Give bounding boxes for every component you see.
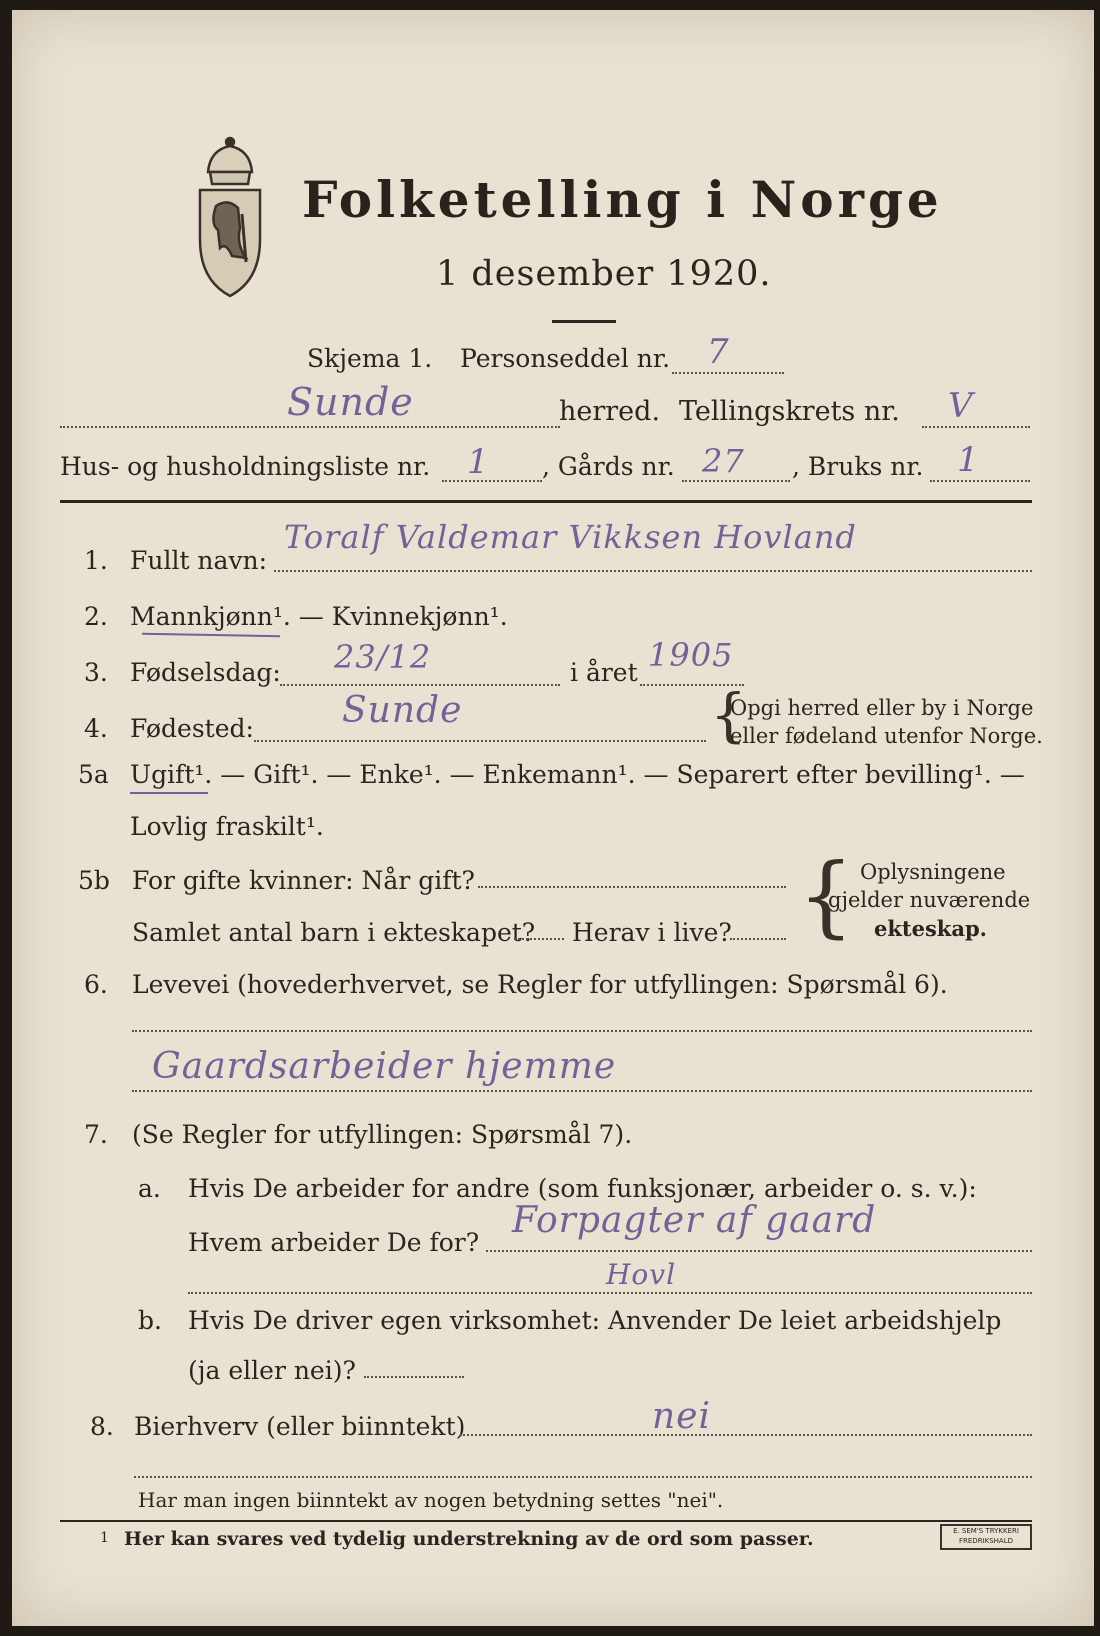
q5b-line2a: Samlet antal barn i ekteskapet? <box>132 918 536 947</box>
q5a-line2: Lovlig fraskilt¹. <box>130 812 324 841</box>
form-title: Folketelling i Norge <box>302 170 943 229</box>
q5a-number: 5a <box>78 760 109 789</box>
q6-line2 <box>132 1090 1032 1092</box>
q7a-line2: Hvem arbeider De for? <box>188 1228 480 1257</box>
q2-underline <box>142 633 280 637</box>
gards-label: , Gårds nr. <box>542 452 675 481</box>
q5b-married-line <box>478 886 786 888</box>
q6-number: 6. <box>84 970 108 999</box>
q8-line <box>460 1434 1032 1436</box>
norwegian-coat-of-arms-icon <box>180 132 280 300</box>
q7a-line1: Hvis De arbeider for andre (som funksjonær, arbeider o. s. v.): <box>188 1174 977 1203</box>
personseddel-line <box>672 372 784 374</box>
q2-number: 2. <box>84 602 108 631</box>
herred-line <box>60 426 560 428</box>
q7b-line2: (ja eller nei)? <box>188 1356 356 1385</box>
q1-number: 1. <box>84 546 108 575</box>
personseddel-value: 7 <box>707 332 730 372</box>
q8-value: nei <box>652 1396 712 1437</box>
footer-divider <box>60 1520 1032 1522</box>
husliste-value: 1 <box>467 442 490 482</box>
tellingskrets-value: V <box>948 386 974 426</box>
q1-value: Toralf Valdemar Vikksen Hovland <box>284 518 857 556</box>
q5b-note-line1: Oplysningene <box>860 860 1006 884</box>
q7a-value2: Hovl <box>606 1258 677 1291</box>
q5a-line1: Ugift¹. — Gift¹. — Enke¹. — Enkemann¹. — Separert efter bevilling¹. — <box>130 760 1025 789</box>
q3-label: Fødselsdag: <box>130 658 281 687</box>
q5b-brace: { <box>798 844 854 947</box>
tellingskrets-label: Tellingskrets nr. <box>679 396 900 427</box>
q4-note-line1: Opgi herred eller by i Norge <box>730 696 1034 720</box>
header-divider <box>60 500 1032 503</box>
q5b-alive-line <box>730 938 786 940</box>
footnote-mark: 1 <box>100 1530 109 1546</box>
bruks-line <box>930 480 1030 482</box>
q4-brace: { <box>710 681 747 749</box>
census-form <box>12 10 1094 1626</box>
q5a-underline <box>130 792 208 794</box>
husliste-line <box>442 480 542 482</box>
q4-number: 4. <box>84 714 108 743</box>
q3-value: 23/12 <box>334 638 432 676</box>
tellingskrets-line <box>922 426 1030 428</box>
q5b-note-line2: gjelder nuværende <box>828 888 1031 912</box>
q7b-line1: Hvis De driver egen virksomhet: Anvender De leiet arbeidshjelp <box>188 1306 1002 1335</box>
q5b-number: 5b <box>78 866 110 895</box>
q8-label: Bierhverv (eller biinntekt) <box>134 1412 466 1441</box>
husliste-label: Hus- og husholdningsliste nr. <box>60 452 431 481</box>
q7a-line-extra <box>188 1292 1032 1294</box>
q4-note-line2: eller fødeland utenfor Norge. <box>730 724 1043 748</box>
gards-line <box>682 480 790 482</box>
form-date: 1 desember 1920. <box>436 254 772 294</box>
gards-value: 27 <box>702 442 745 480</box>
bruks-value: 1 <box>957 440 980 480</box>
q5b-children-line <box>514 938 564 940</box>
personseddel-label: Personseddel nr. <box>460 344 671 373</box>
bruks-label: , Bruks nr. <box>792 452 924 481</box>
q1-line <box>274 570 1032 572</box>
q5b-note-line3: ekteskap. <box>874 916 987 941</box>
q7b-line <box>364 1376 464 1378</box>
q5b-line1: For gifte kvinner: Når gift? <box>132 866 475 895</box>
q8-number: 8. <box>90 1412 114 1441</box>
q7-number: 7. <box>84 1120 108 1149</box>
q6-value: Gaardsarbeider hjemme <box>152 1046 617 1087</box>
q7a-value: Forpagter af gaard <box>512 1200 877 1241</box>
q6-line1 <box>132 1030 1032 1032</box>
footnote: Her kan svares ved tydelig understrekning av de ord som passer. <box>124 1528 814 1550</box>
q4-line <box>254 740 706 742</box>
q1-label: Fullt navn: <box>130 546 268 575</box>
q8-line2 <box>134 1476 1032 1478</box>
q3-year-label: i året <box>570 658 638 687</box>
q7b-letter: b. <box>138 1306 162 1335</box>
q3-day-line <box>280 684 560 686</box>
q6-label: Levevei (hovederhvervet, se Regler for utfyllingen: Spørsmål 6). <box>132 970 948 999</box>
printer-stamp: E. SEM'S TRYKKERI FREDRIKSHALD <box>940 1524 1032 1550</box>
herred-label: herred. <box>559 396 661 427</box>
footer-note: Har man ingen biinntekt av nogen betydning settes "nei". <box>138 1488 724 1512</box>
title-divider <box>552 320 616 323</box>
q7a-letter: a. <box>138 1174 161 1203</box>
q3-year-value: 1905 <box>648 636 734 674</box>
q7a-line <box>486 1250 1032 1252</box>
skjema-label: Skjema 1. <box>307 344 433 373</box>
q7-label: (Se Regler for utfyllingen: Spørsmål 7). <box>132 1120 633 1149</box>
q2-label: Mannkjønn¹. — Kvinnekjønn¹. <box>130 602 508 631</box>
herred-value: Sunde <box>287 380 414 424</box>
q4-value: Sunde <box>342 690 463 731</box>
q3-number: 3. <box>84 658 108 687</box>
q4-label: Fødested: <box>130 714 254 743</box>
q5b-line2b: Herav i live? <box>572 918 732 947</box>
